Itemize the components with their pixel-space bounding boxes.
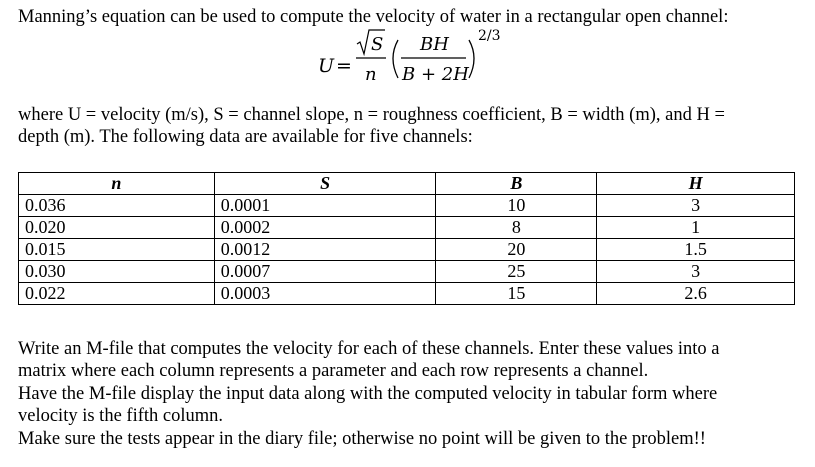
table-row — [19, 217, 795, 239]
cell-n: 0.015 — [19, 239, 215, 261]
header-s: S — [214, 173, 436, 195]
equation-lhs: U — [318, 55, 335, 77]
cell-h: 3 — [597, 195, 795, 217]
cell-s: 0.0002 — [214, 217, 436, 239]
left-paren — [393, 40, 398, 78]
cell-h: 1 — [597, 217, 795, 239]
cell-s: 0.0003 — [214, 283, 436, 305]
instruction-line-2: matrix where each column represents a parameter and each row represents a channel. — [18, 361, 649, 381]
cell-b: 20 — [436, 239, 597, 261]
cell-n: 0.022 — [19, 283, 215, 305]
cell-h: 3 — [597, 261, 795, 283]
inner-denominator: B + 2H — [402, 64, 469, 85]
cell-s: 0.0012 — [214, 239, 436, 261]
sqrt-argument: S — [371, 34, 384, 55]
table-row — [19, 239, 795, 261]
header-b: B — [436, 173, 597, 195]
intro-text: Manning’s equation can be used to compute the velocity of water in a rectangular open channel: — [18, 7, 729, 27]
cell-b: 10 — [436, 195, 597, 217]
table-header-row — [19, 173, 795, 195]
where-line-1: where U = velocity (m/s), S = channel slope, n = roughness coefficient, B = width (m), and H = — [18, 105, 725, 125]
cell-s: 0.0001 — [214, 195, 436, 217]
cell-n: 0.030 — [19, 261, 215, 283]
cell-b: 15 — [436, 283, 597, 305]
manning-equation — [0, 0, 815, 100]
right-paren — [469, 40, 474, 78]
table-row — [19, 195, 795, 217]
cell-h: 1.5 — [597, 239, 795, 261]
where-line-2: depth (m). The following data are available for five channels: — [18, 127, 473, 147]
cell-h: 2.6 — [597, 283, 795, 305]
cell-s: 0.0007 — [214, 261, 436, 283]
instruction-line-4: velocity is the fifth column. — [18, 406, 223, 426]
equation-equals: = — [336, 55, 352, 77]
instruction-line-5: Make sure the tests appear in the diary file; otherwise no point will be given to the problem!! — [18, 429, 706, 449]
cell-b: 8 — [436, 217, 597, 239]
header-n: n — [19, 173, 215, 195]
cell-n: 0.020 — [19, 217, 215, 239]
instruction-line-1: Write an M-file that computes the velocity for each of these channels. Enter these values into a — [18, 339, 720, 359]
header-h: H — [597, 173, 795, 195]
channel-data-table — [18, 172, 795, 305]
exponent: 2/3 — [478, 28, 501, 44]
instruction-line-3: Have the M-file display the input data along with the computed velocity in tabular form where — [18, 384, 718, 404]
table-row — [19, 283, 795, 305]
table-row — [19, 261, 795, 283]
denominator-n: n — [365, 64, 377, 85]
inner-numerator: BH — [420, 34, 449, 55]
cell-b: 25 — [436, 261, 597, 283]
cell-n: 0.036 — [19, 195, 215, 217]
